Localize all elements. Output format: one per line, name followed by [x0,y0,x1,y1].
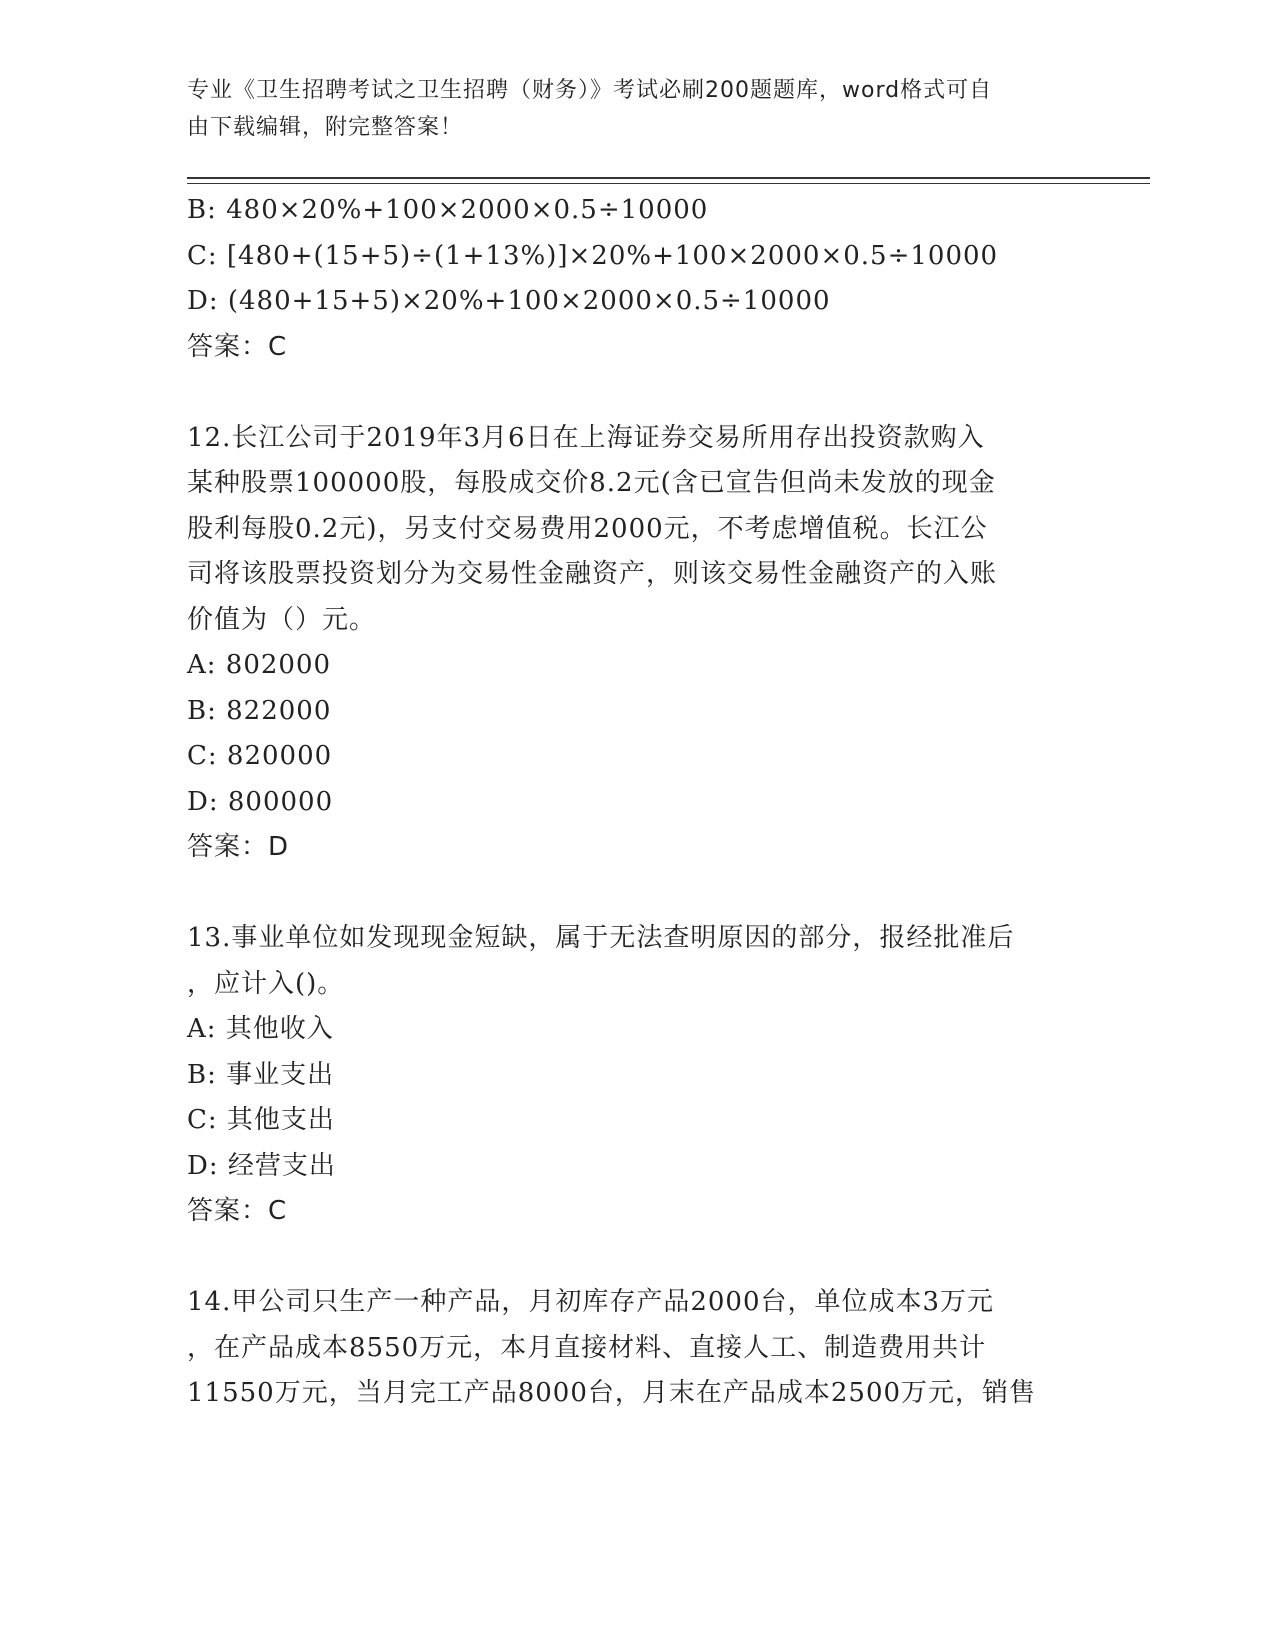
q12-stem-line-2: 某种股票100000股，每股成交价8.2元(含已宣告但尚未发放的现金 [187,468,996,498]
q12-stem-line-1: 12.长江公司于2019年3月6日在上海证券交易所用存出投资款购入 [187,422,985,453]
q11-answer: 答案：C [187,331,288,362]
header-rule-thick [187,177,1150,179]
q12-option-a: A: 802000 [187,650,332,680]
q13-option-a: A: 其他收入 [187,1014,334,1044]
q12-stem-line-5: 价值为（）元。 [187,604,377,635]
q12-stem-line-4: 司将该股票投资划分为交易性金融资产，则该交易性金融资产的入账 [187,559,998,589]
spacer [187,871,1087,917]
q14-stem-line-3: 11550万元，当月完工产品8000台，月末在产品成本2500万元，销售 [187,1378,1037,1408]
q13-stem-line-1: 13.事业单位如发现现金短缺，属于无法查明原因的部分，报经批准后 [187,923,1015,953]
q12-answer: 答案：D [187,832,290,862]
document-header [187,72,1067,146]
q13-answer: 答案：C [187,1196,288,1226]
spacer [187,370,1087,416]
header-line-1: 专业《卫生招聘考试之卫生招聘（财务）》考试必刷200题题库，word格式可自 [187,78,993,103]
spacer [187,1235,1087,1281]
q11-option-c: C: [480+(15+5)÷(1+13%)]×20%+100×2000×0.5÷10000 [187,240,999,271]
q12-option-b: B: 822000 [187,695,332,726]
header-line-2: 由下载编辑，附完整答案！ [187,115,464,140]
q14-stem-line-1: 14.甲公司只生产一种产品，月初库存产品2000台，单位成本3万元 [187,1287,995,1317]
header-rule-thin [187,183,1150,184]
q13-option-c: C: 其他支出 [187,1105,335,1135]
q13-option-d: D: 经营支出 [187,1150,336,1181]
q12-option-c: C: 820000 [187,741,333,771]
q13-option-b: B: 事业支出 [187,1059,335,1090]
q12-stem-line-3: 股利每股0.2元)，另支付交易费用2000元，不考虑增值税。长江公 [187,513,988,544]
q13-stem-line-2: ，应计入()。 [187,968,345,999]
q12-option-d: D: 800000 [187,786,334,817]
q11-option-d: D: (480+15+5)×20%+100×2000×0.5÷10000 [187,286,831,316]
q14-stem-line-2: ，在产品成本8550万元，本月直接材料、直接人工、制造费用共计 [187,1332,987,1363]
document-body [187,188,1087,1417]
q11-option-b: B: 480×20%+100×2000×0.5÷10000 [187,195,709,225]
